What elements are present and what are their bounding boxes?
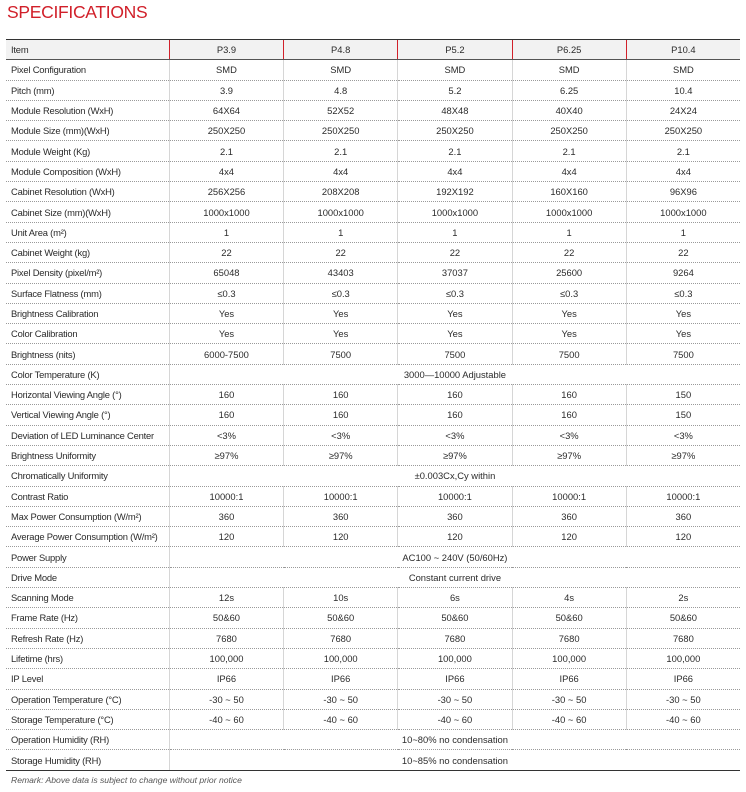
spec-value: 4x4 — [512, 161, 626, 181]
page-title: SPECIFICATIONS — [7, 2, 148, 22]
table-row — [6, 486, 740, 506]
spec-label: Color Temperature (K) — [6, 364, 169, 384]
spec-value: 10000:1 — [169, 486, 283, 506]
spec-value: 4x4 — [169, 161, 283, 181]
spec-value: Yes — [169, 324, 283, 344]
spec-value: 160 — [284, 405, 398, 425]
spec-label: Module Composition (WxH) — [6, 161, 169, 181]
spec-value: Yes — [512, 324, 626, 344]
spec-value: 360 — [398, 506, 512, 526]
table-row — [6, 263, 740, 283]
spec-value: 4x4 — [626, 161, 740, 181]
spec-value: 250X250 — [626, 121, 740, 141]
table-row — [6, 385, 740, 405]
header-model-2: P4.8 — [284, 40, 398, 60]
spec-label: Cabinet Resolution (WxH) — [6, 182, 169, 202]
spec-value: 22 — [169, 242, 283, 262]
spec-value: ≤0.3 — [398, 283, 512, 303]
spec-label: Drive Mode — [6, 567, 169, 587]
spec-label: Average Power Consumption (W/m²) — [6, 527, 169, 547]
spec-value: 6000-7500 — [169, 344, 283, 364]
spec-value: 7500 — [284, 344, 398, 364]
spec-value: 4x4 — [284, 161, 398, 181]
spec-value: Yes — [284, 303, 398, 323]
spec-value: 2.1 — [512, 141, 626, 161]
table-row — [6, 527, 740, 547]
spec-value: Yes — [626, 324, 740, 344]
spec-value: 160 — [398, 405, 512, 425]
spec-value: 250X250 — [284, 121, 398, 141]
spec-value: 10s — [284, 588, 398, 608]
spec-label: Pitch (mm) — [6, 80, 169, 100]
spec-value: Yes — [284, 324, 398, 344]
spec-value: -30 ~ 50 — [398, 689, 512, 709]
spec-value: SMD — [512, 60, 626, 80]
spec-value: 50&60 — [398, 608, 512, 628]
spec-value: 100,000 — [284, 648, 398, 668]
spec-value: 4x4 — [398, 161, 512, 181]
spec-value: -40 ~ 60 — [169, 709, 283, 729]
spec-value: 100,000 — [512, 648, 626, 668]
table-row — [6, 222, 740, 242]
table-row — [6, 283, 740, 303]
specifications-table-body — [6, 40, 740, 771]
spec-value-all-models: AC100 ~ 240V (50/60Hz) — [169, 547, 740, 567]
spec-value: Yes — [626, 303, 740, 323]
table-row — [6, 567, 740, 587]
spec-value: 1 — [512, 222, 626, 242]
spec-value-all-models: 10~85% no condensation — [169, 750, 740, 770]
spec-label: Storage Humidity (RH) — [6, 750, 169, 770]
spec-value: 10.4 — [626, 80, 740, 100]
spec-value: 1000x1000 — [169, 202, 283, 222]
spec-value: 64X64 — [169, 100, 283, 120]
spec-label: Deviation of LED Luminance Center — [6, 425, 169, 445]
spec-value: 3.9 — [169, 80, 283, 100]
spec-value: 2.1 — [626, 141, 740, 161]
spec-value: -30 ~ 50 — [169, 689, 283, 709]
spec-value: 10000:1 — [398, 486, 512, 506]
remark-note: Remark: Above data is subject to change without prior notice — [11, 775, 242, 785]
spec-value: 7680 — [398, 628, 512, 648]
table-row — [6, 689, 740, 709]
spec-value: 160 — [169, 405, 283, 425]
spec-value: 360 — [284, 506, 398, 526]
spec-value: 100,000 — [398, 648, 512, 668]
spec-value: 40X40 — [512, 100, 626, 120]
spec-value: SMD — [169, 60, 283, 80]
spec-value: -30 ~ 50 — [284, 689, 398, 709]
spec-value: 6.25 — [512, 80, 626, 100]
spec-label: Cabinet Size (mm)(WxH) — [6, 202, 169, 222]
spec-label: Horizontal Viewing Angle (°) — [6, 385, 169, 405]
table-row — [6, 303, 740, 323]
spec-label: Brightness (nits) — [6, 344, 169, 364]
table-row — [6, 669, 740, 689]
spec-value: 7680 — [284, 628, 398, 648]
table-row — [6, 405, 740, 425]
spec-value: 12s — [169, 588, 283, 608]
table-row — [6, 324, 740, 344]
spec-value: 50&60 — [284, 608, 398, 628]
spec-label: Power Supply — [6, 547, 169, 567]
spec-label: Module Resolution (WxH) — [6, 100, 169, 120]
spec-value: ≤0.3 — [169, 283, 283, 303]
spec-value: 208X208 — [284, 182, 398, 202]
spec-value: Yes — [398, 324, 512, 344]
spec-value: 250X250 — [169, 121, 283, 141]
table-row — [6, 709, 740, 729]
spec-label: Vertical Viewing Angle (°) — [6, 405, 169, 425]
spec-value-all-models: 3000—10000 Adjustable — [169, 364, 740, 384]
table-header-row — [6, 40, 740, 60]
table-row — [6, 445, 740, 465]
spec-value: 1 — [626, 222, 740, 242]
spec-value: ≤0.3 — [626, 283, 740, 303]
spec-value: ≥97% — [512, 445, 626, 465]
spec-value-all-models: ±0.003Cx,Cy within — [169, 466, 740, 486]
spec-value: 100,000 — [626, 648, 740, 668]
table-row — [6, 466, 740, 486]
spec-value: 48X48 — [398, 100, 512, 120]
spec-value: IP66 — [398, 669, 512, 689]
spec-value: 192X192 — [398, 182, 512, 202]
spec-value: 120 — [169, 527, 283, 547]
spec-value: 1000x1000 — [284, 202, 398, 222]
spec-label: Operation Temperature (°C) — [6, 689, 169, 709]
spec-value: 360 — [169, 506, 283, 526]
table-row — [6, 506, 740, 526]
spec-value: <3% — [398, 425, 512, 445]
spec-value: 96X96 — [626, 182, 740, 202]
spec-value: 2.1 — [169, 141, 283, 161]
table-row — [6, 750, 740, 770]
spec-value: <3% — [626, 425, 740, 445]
spec-value: <3% — [284, 425, 398, 445]
spec-label: Contrast Ratio — [6, 486, 169, 506]
table-row — [6, 80, 740, 100]
spec-value: 160 — [398, 385, 512, 405]
spec-label: Scanning Mode — [6, 588, 169, 608]
spec-value: 1000x1000 — [512, 202, 626, 222]
spec-value: 22 — [512, 242, 626, 262]
spec-value: 160 — [284, 385, 398, 405]
spec-value: 7500 — [626, 344, 740, 364]
spec-value: 10000:1 — [284, 486, 398, 506]
spec-value: -40 ~ 60 — [284, 709, 398, 729]
spec-value: 50&60 — [169, 608, 283, 628]
table-row — [6, 141, 740, 161]
spec-value: 10000:1 — [626, 486, 740, 506]
spec-value: 7500 — [512, 344, 626, 364]
spec-value: ≥97% — [398, 445, 512, 465]
spec-value: 160 — [169, 385, 283, 405]
spec-label: Frame Rate (Hz) — [6, 608, 169, 628]
spec-value: Yes — [512, 303, 626, 323]
spec-value: 22 — [398, 242, 512, 262]
spec-value: 120 — [284, 527, 398, 547]
spec-value: 160X160 — [512, 182, 626, 202]
table-row — [6, 730, 740, 750]
spec-value: 7680 — [626, 628, 740, 648]
header-model-5: P10.4 — [626, 40, 740, 60]
spec-value: 250X250 — [512, 121, 626, 141]
table-row — [6, 242, 740, 262]
table-row — [6, 60, 740, 80]
header-model-1: P3.9 — [169, 40, 283, 60]
spec-value: SMD — [626, 60, 740, 80]
spec-value: ≤0.3 — [284, 283, 398, 303]
spec-value: 4.8 — [284, 80, 398, 100]
spec-value: 50&60 — [626, 608, 740, 628]
spec-value: 160 — [512, 405, 626, 425]
spec-value: 1 — [169, 222, 283, 242]
specifications-table — [6, 39, 740, 771]
spec-value: 120 — [398, 527, 512, 547]
spec-label: Lifetime (hrs) — [6, 648, 169, 668]
header-model-4: P6.25 — [512, 40, 626, 60]
spec-label: Operation Humidity (RH) — [6, 730, 169, 750]
spec-value: 37037 — [398, 263, 512, 283]
spec-label: Pixel Density (pixel/m²) — [6, 263, 169, 283]
spec-label: Brightness Calibration — [6, 303, 169, 323]
spec-label: Module Size (mm)(WxH) — [6, 121, 169, 141]
spec-value: 2s — [626, 588, 740, 608]
spec-label: Pixel Configuration — [6, 60, 169, 80]
spec-value: IP66 — [284, 669, 398, 689]
table-row — [6, 121, 740, 141]
spec-label: Storage Temperature (°C) — [6, 709, 169, 729]
spec-value: 150 — [626, 385, 740, 405]
spec-value: ≥97% — [626, 445, 740, 465]
spec-value: Yes — [398, 303, 512, 323]
spec-value: 5.2 — [398, 80, 512, 100]
table-row — [6, 202, 740, 222]
spec-value: -40 ~ 60 — [398, 709, 512, 729]
spec-value: -30 ~ 50 — [512, 689, 626, 709]
spec-value: ≥97% — [284, 445, 398, 465]
table-row — [6, 588, 740, 608]
spec-value-all-models: 10~80% no condensation — [169, 730, 740, 750]
spec-value: 7680 — [169, 628, 283, 648]
spec-label: Color Calibration — [6, 324, 169, 344]
table-row — [6, 547, 740, 567]
table-row — [6, 425, 740, 445]
spec-value: 22 — [626, 242, 740, 262]
spec-value: IP66 — [512, 669, 626, 689]
spec-label: IP Level — [6, 669, 169, 689]
spec-value: 1 — [398, 222, 512, 242]
spec-value: 120 — [512, 527, 626, 547]
spec-value: 7680 — [512, 628, 626, 648]
spec-value: 1000x1000 — [398, 202, 512, 222]
spec-label: Surface Flatness (mm) — [6, 283, 169, 303]
header-item-label: Item — [6, 40, 169, 60]
spec-value: -30 ~ 50 — [626, 689, 740, 709]
spec-value: SMD — [284, 60, 398, 80]
table-row — [6, 608, 740, 628]
spec-value: -40 ~ 60 — [512, 709, 626, 729]
spec-value: <3% — [512, 425, 626, 445]
spec-value: IP66 — [169, 669, 283, 689]
spec-value: 4s — [512, 588, 626, 608]
spec-value: 250X250 — [398, 121, 512, 141]
spec-value: 22 — [284, 242, 398, 262]
spec-value: 160 — [512, 385, 626, 405]
spec-value: 52X52 — [284, 100, 398, 120]
table-row — [6, 344, 740, 364]
spec-label: Module Weight (Kg) — [6, 141, 169, 161]
spec-value: SMD — [398, 60, 512, 80]
spec-value: 43403 — [284, 263, 398, 283]
spec-value-all-models: Constant current drive — [169, 567, 740, 587]
spec-value: 256X256 — [169, 182, 283, 202]
spec-value: 1000x1000 — [626, 202, 740, 222]
spec-value: 6s — [398, 588, 512, 608]
spec-value: IP66 — [626, 669, 740, 689]
spec-value: 100,000 — [169, 648, 283, 668]
spec-label: Unit Area (m²) — [6, 222, 169, 242]
spec-value: 360 — [512, 506, 626, 526]
spec-value: <3% — [169, 425, 283, 445]
spec-label: Cabinet Weight (kg) — [6, 242, 169, 262]
spec-value: 7500 — [398, 344, 512, 364]
spec-value: 1 — [284, 222, 398, 242]
spec-value: 24X24 — [626, 100, 740, 120]
spec-value: 25600 — [512, 263, 626, 283]
spec-value: 360 — [626, 506, 740, 526]
spec-value: 2.1 — [398, 141, 512, 161]
spec-label: Refresh Rate (Hz) — [6, 628, 169, 648]
spec-value: ≥97% — [169, 445, 283, 465]
spec-value: 50&60 — [512, 608, 626, 628]
spec-label: Max Power Consumption (W/m²) — [6, 506, 169, 526]
spec-value: 2.1 — [284, 141, 398, 161]
spec-value: ≤0.3 — [512, 283, 626, 303]
spec-value: 10000:1 — [512, 486, 626, 506]
table-row — [6, 100, 740, 120]
spec-value: -40 ~ 60 — [626, 709, 740, 729]
table-row — [6, 182, 740, 202]
spec-value: Yes — [169, 303, 283, 323]
spec-label: Chromatically Uniformity — [6, 466, 169, 486]
spec-label: Brightness Uniformity — [6, 445, 169, 465]
spec-value: 65048 — [169, 263, 283, 283]
spec-value: 150 — [626, 405, 740, 425]
table-row — [6, 648, 740, 668]
table-row — [6, 161, 740, 181]
table-row — [6, 628, 740, 648]
spec-value: 9264 — [626, 263, 740, 283]
table-row — [6, 364, 740, 384]
header-model-3: P5.2 — [398, 40, 512, 60]
spec-value: 120 — [626, 527, 740, 547]
